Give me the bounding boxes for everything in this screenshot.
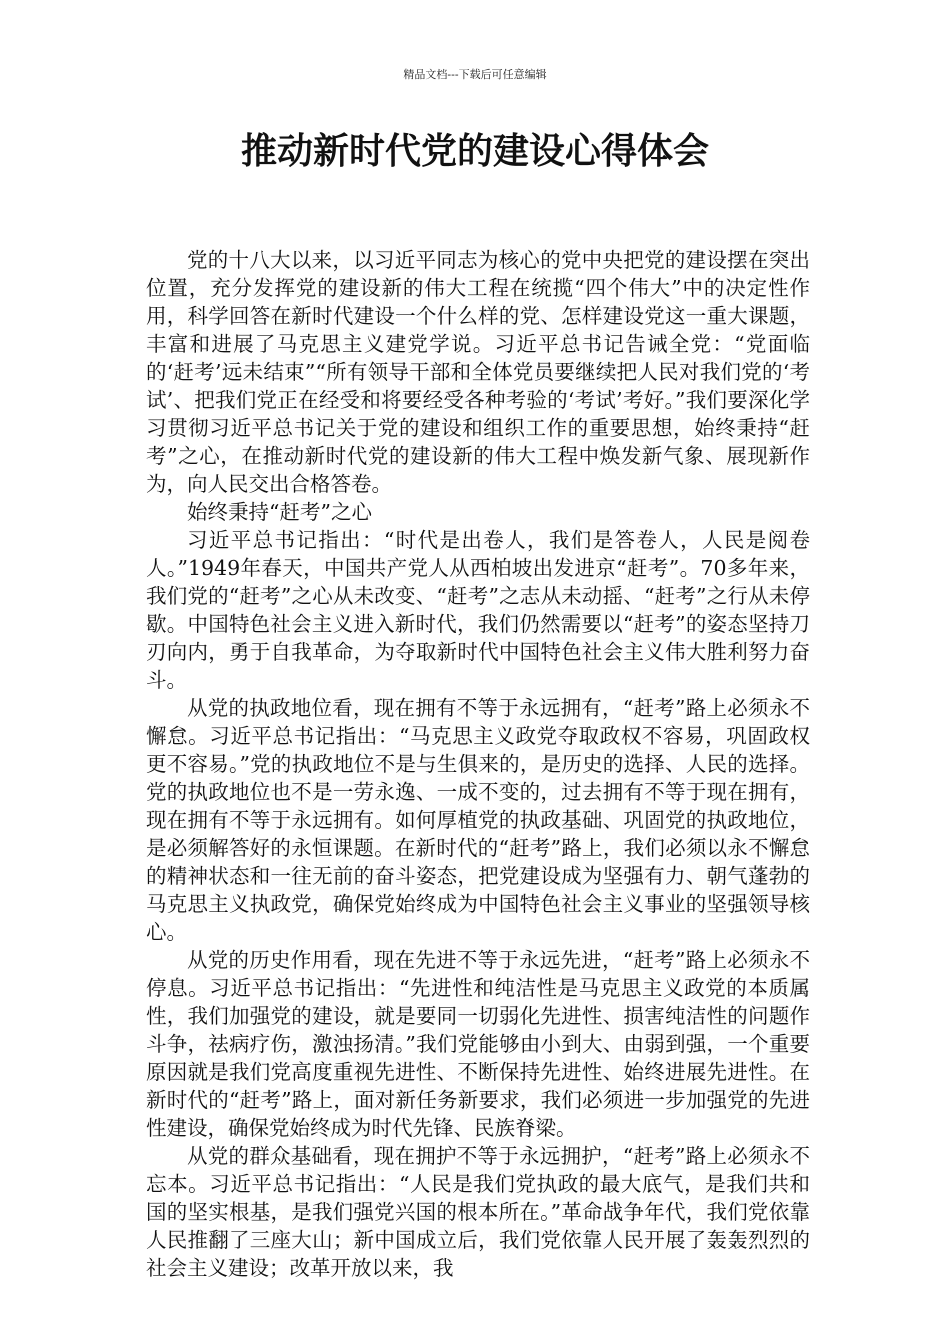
document-title: 推动新时代党的建设心得体会	[240, 131, 709, 172]
paragraph-intro: 党的十八大以来，以习近平同志为核心的党中央把党的建设摆在突出位置，充分发挥党的建设新的伟大工程在统揽“四个伟大”中的决定性作用，科学回答在新时代建设一个什么样的党、怎样建设党这一重大课题，丰富和进展了马克思主义建党学说。习近平总书记告诫全党：“党面临的‘赶考’远未结束”“所有领导干部和全体党员要继续把人民对我们党的‘考试’、把我们党正在经受和将要经受各种考验的‘考试’考好。”我们要深化学习贯彻习近平总书记关于党的建设和组织工作的重要思想，始终秉持“赶考”之心，在推动新时代党的建设新的伟大工程中焕发新气象、展现新作为，向人民交出合格答卷。	[146, 248, 810, 496]
paragraph: 从党的历史作用看，现在先进不等于永远先进，“赶考”路上必须永不停息。习近平总书记指出：“先进性和纯洁性是马克思主义政党的本质属性，我们加强党的建设，就是要同一切弱化先进性、损害纯洁性的问题作斗争，祛病疗伤，激浊扬清。”我们党能够由小到大、由弱到强，一个重要原因就是我们党高度重视先进性、不断保持先进性、始终进展先进性。在新时代的“赶考”路上，面对新任务新要求，我们必须进一步加强党的先进性建设，确保党始终成为时代先锋、民族脊梁。	[146, 948, 810, 1140]
section-heading: 始终秉持“赶考”之心	[187, 500, 372, 524]
paragraph: 从党的执政地位看，现在拥有不等于永远拥有，“赶考”路上必须永不懈怠。习近平总书记指出：“马克思主义政党夺取政权不容易，巩固政权更不容易。”党的执政地位不是与生俱来的，是历史的选择、人民的选择。党的执政地位也不是一劳永逸、一成不变的，过去拥有不等于现在拥有，现在拥有不等于永远拥有。如何厚植党的执政基础、巩固党的执政地位，是必须解答好的永恒课题。在新时代的“赶考”路上，我们必须以永不懈怠的精神状态和一往无前的奋斗姿态，把党建设成为坚强有力、朝气蓬勃的马克思主义执政党，确保党始终成为中国特色社会主义事业的坚强领导核心。	[146, 696, 810, 944]
document-body	[146, 246, 810, 1282]
paragraph: 习近平总书记指出：“时代是出卷人，我们是答卷人，人民是阅卷人。”1949年春天，中国共产党人从西柏坡出发进京“赶考”。70多年来，我们党的“赶考”之心从未改变、“赶考”之志从未动摇、“赶考”之行从未停歇。中国特色社会主义进入新时代，我们仍然需要以“赶考”的姿态坚持刀刃向内，勇于自我革命，为夺取新时代中国特色社会主义伟大胜利努力奋斗。	[146, 528, 810, 692]
document-header-note: 精品文档---下载后可任意编辑	[403, 68, 547, 81]
paragraph: 从党的群众基础看，现在拥护不等于永远拥护，“赶考”路上必须永不忘本。习近平总书记指出：“人民是我们党执政的最大底气，是我们共和国的坚实根基，是我们强党兴国的根本所在。”革命战争年代，我们党依靠人民推翻了三座大山；新中国成立后，我们党依靠人民开展了轰轰烈烈的社会主义建设；改革开放以来，我	[146, 1144, 810, 1280]
